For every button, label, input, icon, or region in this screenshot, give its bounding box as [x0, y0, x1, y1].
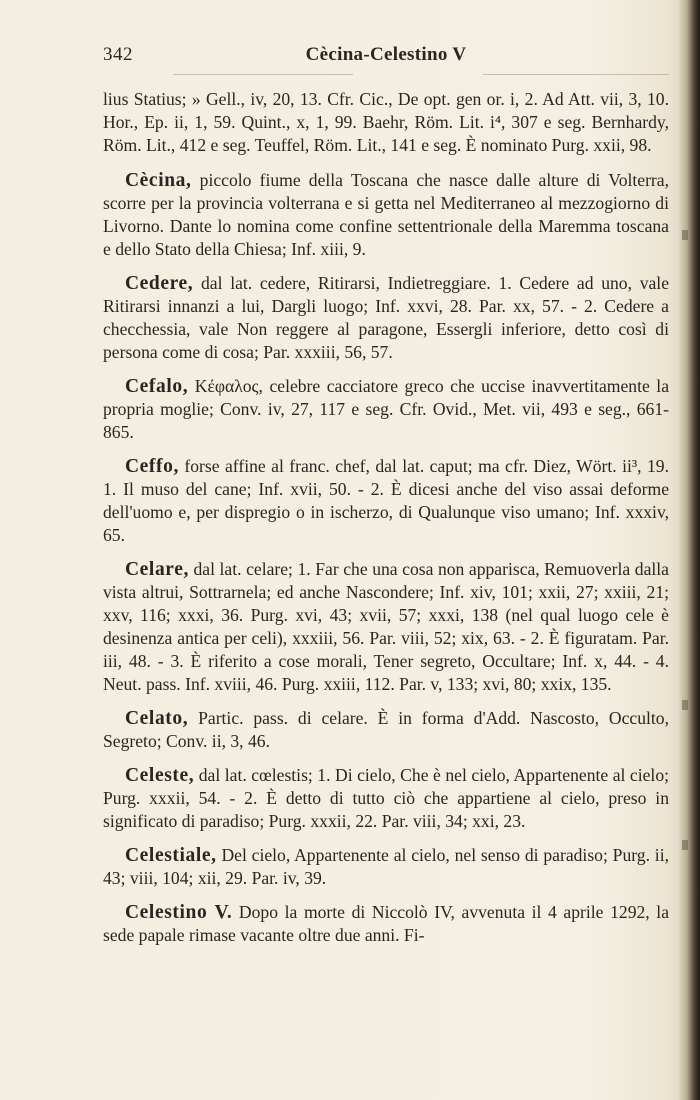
entry-headword: Ceffo, [125, 456, 179, 477]
entry-text: Partic. pass. di celare. È in forma d'Add. Nascosto, Occulto, Segreto; Conv. ii, 3, 46. [103, 708, 669, 751]
entry-cecina [103, 169, 669, 261]
entry-celare [103, 558, 669, 696]
entry-headword: Celestino V. [125, 902, 233, 923]
entry-text: lius Statius; » Gell., iv, 20, 13. Cfr. Cic., De opt. gen or. i, 2. Ad Att. vii, 3, 10. Hor., Ep. ii, 1, 59. Quint., x, 1, 99. Baehr, Röm. Lit. i⁴, 307 e seg. Bernhardy, Röm. Lit., 412 e seg. Teuffel, Röm. Lit., 141 e seg. È nominato Purg. xxii, 98. [103, 89, 669, 155]
header-rule [173, 74, 353, 75]
entry-cedere [103, 272, 669, 364]
entry-continuation [103, 88, 669, 157]
entry-headword: Celestiale, [125, 845, 217, 866]
entry-ceffo [103, 455, 669, 547]
entry-headword: Celeste, [125, 765, 195, 786]
entry-text: dal lat. cœlestis; 1. Di cielo, Che è nel cielo, Appartenente al cielo; Purg. xxxii, 54. - 2. È detto di tutto ciò che appartiene al cielo, preso in significato di paradiso; Purg. xxxii, 22. Par. viii, 34; xxi, 23. [103, 765, 669, 831]
entry-text: dal lat. celare; 1. Far che una cosa non apparisca, Remuoverla dalla vista altrui, Sottrarnela; ed anche Nascondere; Inf. xiv, 101; xxii, 27; xxiii, 21; xxv, 116; xxxi, 36. Purg. xvi, 43; xvii, 57; xxxi, 138 (nel qual luogo cele è desinenza antica per celi), xxxiii, 56. Par. viii, 52; xix, 63. - 2. È figuratam. Par. iii, 48. - 3. È riferito a cose morali, Tener segreto, Occultare; Inf. x, 44. - 4. Neut. pass. Inf. xviii, 46. Purg. xxiii, 112. Par. v, 133; xvi, 80; xxix, 135. [103, 559, 669, 694]
page-edge-mark [682, 700, 688, 710]
entry-text: Dopo la morte di Niccolò IV, avvenuta il 4 aprile 1292, la sede papale rimase vacante oltre due anni. Fi- [103, 902, 669, 945]
page-header [103, 44, 669, 72]
page-number: 342 [103, 44, 133, 65]
entry-celestiale [103, 844, 669, 890]
entry-text: dal lat. cedere, Ritirarsi, Indietreggiare. 1. Cedere ad uno, vale Ritirarsi innanzi a lui, Dargli luogo; Inf. xxvi, 28. Par. xx, 57. - 2. Cedere a checchessia, vale Non reggere al paragone, Essergli inferiore, detto così di persona come di cosa; Par. xxxiii, 56, 57. [103, 273, 669, 362]
entry-headword: Cècina, [125, 170, 192, 191]
entry-text: forse affine al franc. chef, dal lat. caput; ma cfr. Diez, Wört. ii³, 19. 1. Il muso del cane; Inf. xvii, 50. - 2. È dicesi anche del viso assai deforme dell'uomo e, per dispregio o in ischerzo, di Qualunque viso umano; Inf. xxxiv, 65. [103, 456, 669, 545]
entry-headword: Cedere, [125, 273, 194, 294]
entry-celato [103, 707, 669, 753]
entry-celeste [103, 764, 669, 833]
entry-text: Del cielo, Appartenente al cielo, nel senso di paradiso; Purg. ii, 43; viii, 104; xii, 29. Par. iv, 39. [103, 845, 669, 888]
entry-headword: Celare, [125, 559, 189, 580]
dictionary-body [103, 88, 669, 958]
entry-text: Κέφαλος, celebre cacciatore greco che uccise inavvertitamente la propria moglie; Conv. iv, 27, 117 e seg. Cfr. Ovid., Met. vii, 493 e seg., 661-865. [103, 376, 669, 442]
running-title: Cècina-Celestino V [305, 44, 467, 65]
entry-celestino [103, 901, 669, 947]
entry-headword: Cefalo, [125, 376, 189, 397]
page-edge-mark [682, 230, 688, 240]
entry-headword: Celato, [125, 708, 189, 729]
entry-text: piccolo fiume della Toscana che nasce dalle alture di Volterra, scorre per la provincia volterrana e si getta nel Mediterraneo al mezzogiorno di Livorno. Dante lo nomina come confine settentrionale della Maremma toscana e dello Stato della Chiesa; Inf. xiii, 9. [103, 170, 669, 259]
header-rule [483, 74, 669, 75]
entry-cefalo [103, 375, 669, 444]
page-edge-mark [682, 840, 688, 850]
book-spine-shadow [678, 0, 700, 1100]
